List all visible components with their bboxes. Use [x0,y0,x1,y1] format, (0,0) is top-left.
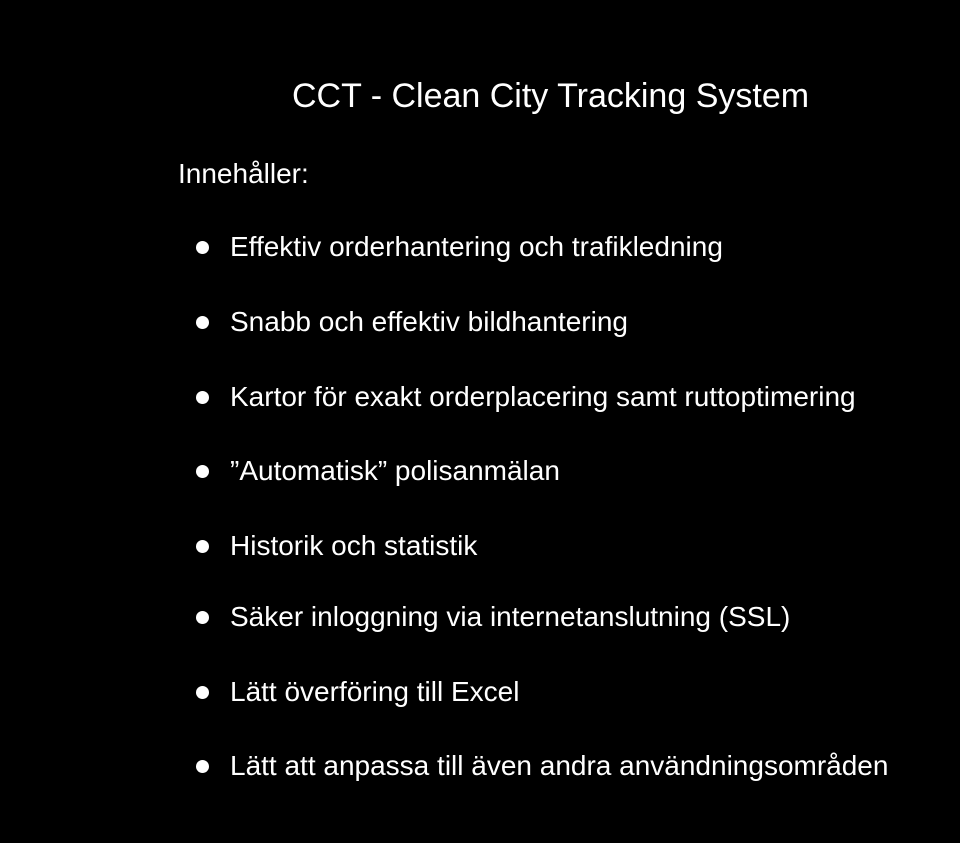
bullet-icon [196,316,209,329]
list-item [196,302,628,342]
list-item [196,672,519,712]
list-item [196,526,477,566]
list-item-text: Effektiv orderhantering och trafikledning [230,231,723,262]
bullet-icon [196,611,209,624]
list-item [196,227,723,267]
bullet-icon [196,241,209,254]
list-item [196,597,790,637]
list-item-text: Kartor för exakt orderplacering samt ruttoptimering [230,381,856,412]
list-item-text: Historik och statistik [230,530,478,561]
list-item-text: Lätt att anpassa till även andra användningsområden [230,750,889,781]
bullet-icon [196,391,209,404]
list-item-text: ”Automatisk” polisanmälan [230,455,560,486]
list-item [196,746,888,786]
bullet-icon [196,686,209,699]
list-item-text: Säker inloggning via internetanslutning (SSL) [230,601,791,632]
bullet-icon [196,465,209,478]
list-item [196,377,856,417]
list-item [196,451,560,491]
list-item-text: Snabb och effektiv bildhantering [230,306,628,337]
list-item-text: Lätt överföring till Excel [230,676,520,707]
bullet-icon [196,760,209,773]
slide-title: CCT - Clean City Tracking System [292,77,810,115]
intro-label: Innehåller: [178,158,309,189]
bullet-icon [196,540,209,553]
